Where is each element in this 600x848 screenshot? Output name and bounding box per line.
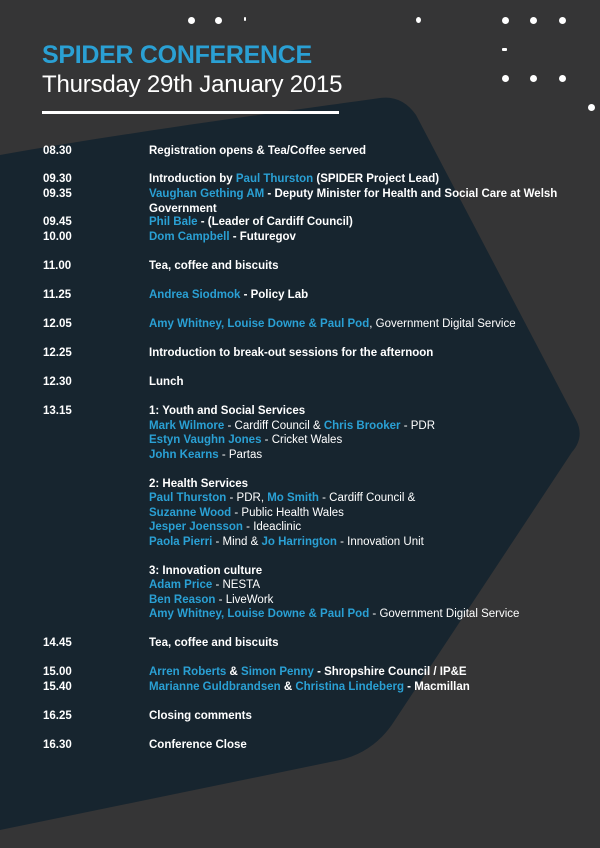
speaker-name: Adam Price xyxy=(149,579,213,591)
schedule-details xyxy=(149,144,569,159)
schedule-line xyxy=(149,491,589,506)
header xyxy=(42,42,342,100)
schedule-line xyxy=(149,636,569,651)
session-text: - Cricket Wales xyxy=(261,434,343,446)
speaker-name: Jesper Joensson xyxy=(149,521,243,533)
dot xyxy=(502,75,509,82)
speaker-name: Dom Campbell xyxy=(149,231,230,243)
speaker-name: Mo Smith xyxy=(267,492,319,504)
schedule-line xyxy=(149,738,569,753)
schedule-time: 16.30 xyxy=(43,739,72,751)
speaker-name: Amy Whitney, Louise Downe & Paul Pod xyxy=(149,318,370,330)
schedule-time: 15.40 xyxy=(43,681,72,693)
schedule-details xyxy=(149,346,569,361)
schedule-line xyxy=(149,607,589,622)
schedule-details xyxy=(149,187,569,216)
schedule-details xyxy=(149,317,569,332)
schedule-line xyxy=(149,448,589,463)
schedule-time: 15.00 xyxy=(43,666,72,678)
session-text: - PDR, xyxy=(226,492,268,504)
schedule-line xyxy=(149,506,589,521)
session-text: - Deputy Minister for Health and Social Care at Welsh Government xyxy=(149,188,558,215)
speaker-name: Paul Thurston xyxy=(235,173,314,185)
schedule-time: 08.30 xyxy=(43,145,72,157)
session-text: - Public Health Wales xyxy=(231,506,344,519)
session-text: - Macmillan xyxy=(403,681,470,693)
schedule-time: 13.15 xyxy=(43,405,72,417)
schedule-line xyxy=(149,172,569,187)
dot xyxy=(588,104,595,111)
schedule-line xyxy=(149,259,569,274)
session-text: Conference Close xyxy=(149,739,247,751)
conference-date: Thursday 29th January 2015 xyxy=(42,71,343,98)
session-text: - Mind & xyxy=(212,535,262,548)
session-text: - Cardiff Council & xyxy=(224,419,324,432)
dot xyxy=(188,17,195,24)
schedule-time: 11.25 xyxy=(43,289,72,301)
session-text: Introduction by xyxy=(149,173,236,185)
session-text: 2: Health Services xyxy=(149,477,249,490)
session-text: - Cardiff Council & xyxy=(318,492,416,504)
schedule-spacer xyxy=(149,549,589,564)
schedule-details xyxy=(149,172,569,187)
speaker-name: Mark Wilmore xyxy=(149,419,225,432)
speaker-name: Vaughan Gething AM xyxy=(149,188,265,200)
schedule-time: 09.45 xyxy=(43,216,72,228)
dot xyxy=(502,17,509,24)
schedule-line xyxy=(149,230,569,245)
session-text: , Government Digital Service xyxy=(369,318,516,330)
session-text: - NESTA xyxy=(212,579,260,591)
schedule-line xyxy=(149,593,589,608)
schedule-line xyxy=(149,404,589,419)
dot xyxy=(559,17,566,24)
speaker-name: Simon Penny xyxy=(241,666,314,678)
session-text: Tea, coffee and biscuits xyxy=(149,637,279,649)
schedule-time: 16.25 xyxy=(43,710,72,722)
speaker-name: Marianne Guldbrandsen xyxy=(149,681,281,693)
schedule-details xyxy=(149,375,569,390)
header-divider xyxy=(42,111,339,114)
schedule-line xyxy=(149,477,589,492)
speaker-name: Paul Thurston xyxy=(149,492,227,504)
schedule-line xyxy=(149,535,589,550)
session-text: 1: Youth and Social Services xyxy=(149,405,306,417)
session-text: - PDR xyxy=(400,419,435,432)
session-text: Closing comments xyxy=(149,710,252,722)
speaker-name: Christina Lindeberg xyxy=(295,681,404,693)
session-text: & xyxy=(226,666,242,678)
session-text: Tea, coffee and biscuits xyxy=(149,260,279,272)
session-text: Lunch xyxy=(149,376,184,388)
session-text: - LiveWork xyxy=(215,593,274,606)
schedule-line xyxy=(149,419,589,434)
schedule-spacer xyxy=(149,462,589,477)
schedule-time: 09.35 xyxy=(43,188,72,200)
session-text: Introduction to break-out sessions for the afternoon xyxy=(149,347,434,359)
schedule-time: 12.05 xyxy=(43,318,72,330)
schedule-line xyxy=(149,215,569,230)
speaker-name: Jo Harrington xyxy=(261,535,337,548)
speaker-name: Estyn Vaughn Jones xyxy=(149,434,262,446)
schedule-details xyxy=(149,230,569,245)
session-text: - Partas xyxy=(218,448,263,461)
schedule-details xyxy=(149,738,569,753)
schedule-details xyxy=(149,709,569,724)
dot xyxy=(559,75,566,82)
schedule-time: 10.00 xyxy=(43,231,72,243)
schedule-details xyxy=(149,215,569,230)
schedule-line xyxy=(149,346,569,361)
speaker-name: Paola Pierri xyxy=(149,535,213,548)
schedule-line xyxy=(149,520,589,535)
speaker-name: Amy Whitney, Louise Downe & Paul Pod xyxy=(149,608,370,620)
schedule-line xyxy=(149,187,569,216)
schedule-line xyxy=(149,564,589,579)
schedule-line xyxy=(149,317,569,332)
session-text: Registration opens & Tea/Coffee served xyxy=(149,145,367,157)
schedule-details xyxy=(149,288,569,303)
session-text: - Ideaclinic xyxy=(242,521,302,533)
session-text: - Futuregov xyxy=(229,231,296,243)
speaker-name: Arren Roberts xyxy=(149,666,227,678)
session-text: - (Leader of Cardiff Council) xyxy=(197,216,353,228)
dot xyxy=(416,17,421,23)
session-text: - Shropshire Council / IP&E xyxy=(313,666,467,678)
session-text: & xyxy=(280,681,296,693)
dot xyxy=(530,75,537,82)
session-text: - Innovation Unit xyxy=(336,535,424,548)
schedule-details xyxy=(149,665,569,680)
schedule-line xyxy=(149,433,589,448)
schedule-line xyxy=(149,578,589,593)
schedule-line xyxy=(149,665,569,680)
session-text: - Policy Lab xyxy=(240,289,309,301)
dot xyxy=(215,17,222,24)
schedule-details xyxy=(149,404,589,622)
session-text: 3: Innovation culture xyxy=(149,564,263,577)
schedule-line xyxy=(149,375,569,390)
schedule-time: 11.00 xyxy=(43,260,72,272)
schedule-line xyxy=(149,709,569,724)
schedule-details xyxy=(149,636,569,651)
speaker-name: Suzanne Wood xyxy=(149,506,232,519)
schedule-line xyxy=(149,144,569,159)
dot xyxy=(530,17,537,24)
dot xyxy=(502,48,507,51)
session-text: - Government Digital Service xyxy=(369,608,520,620)
speaker-name: John Kearns xyxy=(149,448,219,461)
speaker-name: Chris Brooker xyxy=(323,419,401,432)
schedule-line xyxy=(149,288,569,303)
speaker-name: Ben Reason xyxy=(149,593,216,606)
schedule-details xyxy=(149,680,569,695)
schedule-line xyxy=(149,680,569,695)
dot xyxy=(244,17,246,21)
speaker-name: Andrea Siodmok xyxy=(149,289,241,301)
schedule-time: 12.25 xyxy=(43,347,72,359)
conference-title: SPIDER CONFERENCE xyxy=(42,41,312,69)
schedule-time: 14.45 xyxy=(43,637,72,649)
schedule-time: 09.30 xyxy=(43,173,72,185)
schedule-time: 12.30 xyxy=(43,376,72,388)
session-text: (SPIDER Project Lead) xyxy=(313,173,440,185)
schedule-details xyxy=(149,259,569,274)
speaker-name: Phil Bale xyxy=(149,216,198,228)
